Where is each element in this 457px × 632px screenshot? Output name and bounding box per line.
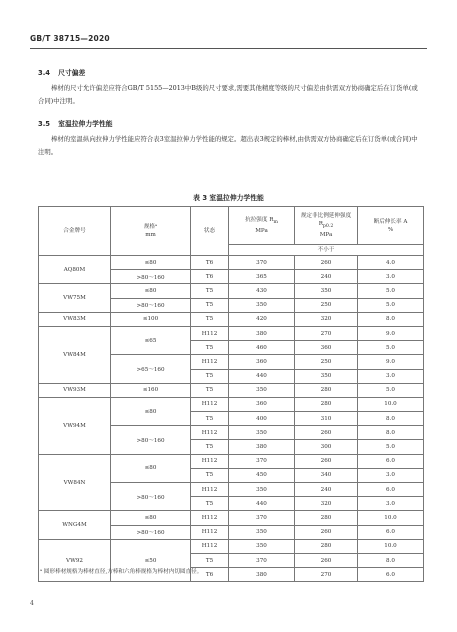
cell-yield: 240: [295, 270, 358, 284]
header-yield: [295, 207, 358, 245]
cell-yield: 350: [295, 284, 358, 298]
cell-elongation: 8.0: [358, 412, 424, 426]
cell-yield: 260: [295, 553, 358, 567]
cell-state: H112: [191, 539, 229, 553]
cell-yield: 280: [295, 383, 358, 397]
cell-elongation: 5.0: [358, 440, 424, 454]
cell-state: T5: [191, 369, 229, 383]
cell-yield: 340: [295, 468, 358, 482]
header-spec-unit: mm: [145, 232, 156, 238]
cell-yield: 360: [295, 341, 358, 355]
cell-state: H112: [191, 454, 229, 468]
section-number: 3.5: [38, 120, 51, 128]
cell-tensile: 370: [229, 454, 295, 468]
header-spec-label: 规格ᵃ: [143, 224, 158, 230]
cell-spec: ≤100: [111, 312, 191, 326]
cell-tensile: 360: [229, 355, 295, 369]
cell-tensile: 370: [229, 553, 295, 567]
cell-tensile: 370: [229, 511, 295, 525]
cell-elongation: 8.0: [358, 426, 424, 440]
cell-spec: >80～160: [111, 298, 191, 312]
cell-tensile: 440: [229, 497, 295, 511]
cell-tensile: 400: [229, 412, 295, 426]
cell-state: T5: [191, 298, 229, 312]
cell-tensile: 365: [229, 270, 295, 284]
cell-spec: >65～160: [111, 355, 191, 383]
cell-elongation: 3.0: [358, 468, 424, 482]
cell-spec: >80～160: [111, 270, 191, 284]
header-elong-unit: %: [387, 226, 394, 233]
cell-tensile: 350: [229, 426, 295, 440]
cell-yield: 250: [295, 298, 358, 312]
header-divider: [30, 48, 427, 49]
cell-tensile: 450: [229, 468, 295, 482]
cell-spec: ≤160: [111, 383, 191, 397]
mechanical-properties-table: [38, 206, 424, 582]
header-tensile-sub: m: [273, 220, 278, 226]
cell-yield: 240: [295, 483, 358, 497]
cell-tensile: 350: [229, 525, 295, 539]
cell-elongation: 5.0: [358, 383, 424, 397]
cell-spec: ≤80: [111, 511, 191, 525]
cell-yield: 260: [295, 454, 358, 468]
cell-state: T5: [191, 412, 229, 426]
table-row: [39, 539, 424, 553]
section-number: 3.4: [38, 69, 51, 77]
cell-elongation: 10.0: [358, 511, 424, 525]
header-tensile: [229, 207, 295, 245]
cell-yield: 280: [295, 397, 358, 411]
cell-yield: 300: [295, 440, 358, 454]
page-number: 4: [30, 600, 34, 607]
cell-elongation: 8.0: [358, 312, 424, 326]
cell-elongation: 9.0: [358, 355, 424, 369]
cell-alloy: VW94M: [39, 397, 111, 454]
cell-yield: 260: [295, 525, 358, 539]
table-row: [39, 383, 424, 397]
cell-tensile: 440: [229, 369, 295, 383]
cell-tensile: 460: [229, 341, 295, 355]
cell-tensile: 420: [229, 312, 295, 326]
cell-tensile: 350: [229, 539, 295, 553]
header-elongation: [358, 207, 424, 245]
section-title: 室温拉伸力学性能: [58, 120, 113, 128]
cell-state: T6: [191, 568, 229, 582]
cell-yield: 260: [295, 256, 358, 270]
cell-state: T5: [191, 440, 229, 454]
cell-yield: 310: [295, 412, 358, 426]
cell-alloy: VW92: [39, 539, 111, 582]
cell-yield: 270: [295, 568, 358, 582]
cell-elongation: 6.0: [358, 483, 424, 497]
cell-alloy: WNG4M: [39, 511, 111, 539]
header-min-label: 不小于: [229, 245, 424, 256]
cell-state: T5: [191, 383, 229, 397]
cell-elongation: 8.0: [358, 553, 424, 567]
cell-spec: ≤80: [111, 256, 191, 270]
cell-elongation: 6.0: [358, 525, 424, 539]
table-caption: 表 3 室温拉伸力学性能: [193, 194, 264, 202]
cell-elongation: 9.0: [358, 326, 424, 340]
cell-spec: >80～160: [111, 426, 191, 454]
cell-yield: 250: [295, 355, 358, 369]
table-footnote: ᵃ 圆形棒材规格为棒材直径,方棒和六角棒规格为棒材内切圆直径。: [40, 569, 203, 575]
cell-spec: ≤80: [111, 284, 191, 298]
cell-yield: 260: [295, 426, 358, 440]
cell-spec: ≤80: [111, 397, 191, 425]
header-state: 状态: [191, 207, 229, 256]
cell-tensile: 350: [229, 298, 295, 312]
cell-tensile: 380: [229, 326, 295, 340]
cell-state: H112: [191, 426, 229, 440]
cell-yield: 280: [295, 511, 358, 525]
cell-state: T5: [191, 341, 229, 355]
cell-tensile: 370: [229, 256, 295, 270]
table-row: [39, 284, 424, 298]
section-title: 尺寸偏差: [58, 69, 86, 77]
cell-elongation: 10.0: [358, 397, 424, 411]
header-tensile-unit: MPa: [255, 228, 268, 235]
table-body: [39, 256, 424, 582]
cell-spec: ≤65: [111, 326, 191, 354]
table-row: [39, 511, 424, 525]
cell-alloy: VW75M: [39, 284, 111, 312]
cell-tensile: 350: [229, 483, 295, 497]
section-paragraph-3-5: 棒材的室温纵向拉伸力学性能应符合表3室温拉伸力学性能的规定。超出表3规定的棒材,由供需双方协商确定后在订货单(或合同)中注明。: [38, 135, 418, 156]
header-yield-label: 规定非比例延伸强度 R: [300, 212, 352, 227]
table-row: [39, 312, 424, 326]
table-row: [39, 326, 424, 340]
table-row: [39, 256, 424, 270]
cell-elongation: 3.0: [358, 270, 424, 284]
cell-state: T5: [191, 312, 229, 326]
header-yield-unit: MPa: [319, 232, 333, 239]
section-heading-3-4: [38, 67, 85, 77]
cell-tensile: 380: [229, 568, 295, 582]
table-row: [39, 454, 424, 468]
cell-tensile: 360: [229, 397, 295, 411]
cell-state: H112: [191, 525, 229, 539]
cell-tensile: 350: [229, 383, 295, 397]
document-header: GB/T 38715—2020: [30, 34, 110, 43]
cell-state: T5: [191, 497, 229, 511]
cell-elongation: 6.0: [358, 568, 424, 582]
cell-state: H112: [191, 511, 229, 525]
cell-state: H112: [191, 355, 229, 369]
cell-spec: >80～160: [111, 525, 191, 539]
cell-state: T6: [191, 270, 229, 284]
cell-elongation: 3.0: [358, 369, 424, 383]
section-paragraph-3-4: 棒材的尺寸允许偏差应符合GB/T 5155—2013中B级的尺寸要求,需要其他精度等级的尺寸偏差由供需双方协商确定后在订货单(或合同)中注明。: [38, 84, 418, 105]
cell-state: T5: [191, 468, 229, 482]
cell-yield: 320: [295, 312, 358, 326]
header-spec: [111, 207, 191, 256]
cell-state: H112: [191, 483, 229, 497]
cell-alloy: VW83M: [39, 312, 111, 326]
cell-elongation: 3.0: [358, 497, 424, 511]
cell-tensile: 430: [229, 284, 295, 298]
cell-yield: 270: [295, 326, 358, 340]
header-elong-label: 断后伸长率 A: [373, 218, 408, 225]
cell-yield: 280: [295, 539, 358, 553]
cell-state: T6: [191, 256, 229, 270]
cell-state: H112: [191, 397, 229, 411]
cell-elongation: 4.0: [358, 256, 424, 270]
cell-state: T5: [191, 553, 229, 567]
cell-state: T5: [191, 284, 229, 298]
section-heading-3-5: [38, 118, 113, 128]
cell-alloy: VW84M: [39, 326, 111, 383]
cell-elongation: 5.0: [358, 284, 424, 298]
cell-state: H112: [191, 326, 229, 340]
cell-elongation: 5.0: [358, 341, 424, 355]
cell-alloy: AQ80M: [39, 256, 111, 284]
cell-spec: ≤50: [111, 539, 191, 582]
header-tensile-label: 抗拉强度 R: [245, 216, 274, 223]
cell-spec: ≤80: [111, 454, 191, 482]
cell-tensile: 380: [229, 440, 295, 454]
cell-elongation: 5.0: [358, 298, 424, 312]
cell-spec: >80～160: [111, 483, 191, 511]
cell-alloy: VW84N: [39, 454, 111, 511]
cell-yield: 350: [295, 369, 358, 383]
header-alloy: 合金牌号: [39, 207, 111, 256]
cell-elongation: 10.0: [358, 539, 424, 553]
cell-elongation: 6.0: [358, 454, 424, 468]
header-yield-sub: p0.2: [322, 224, 334, 230]
cell-yield: 320: [295, 497, 358, 511]
cell-alloy: VW93M: [39, 383, 111, 397]
table-row: [39, 397, 424, 411]
